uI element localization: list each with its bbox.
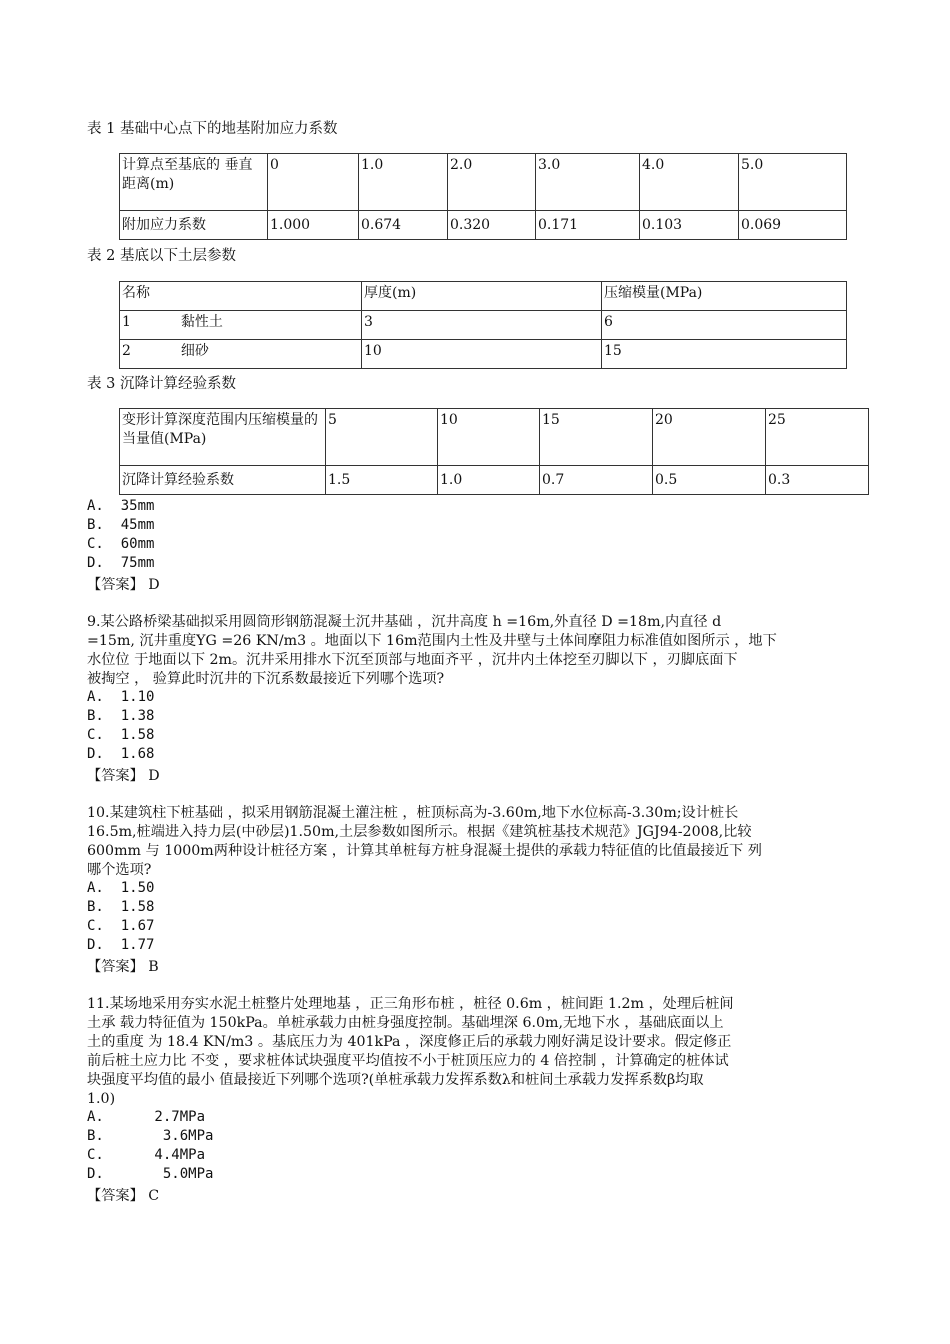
table1: [119, 153, 847, 240]
table1-row: [120, 154, 847, 211]
table2-name-cell: [120, 311, 362, 340]
table1-cell: 2.0: [448, 154, 536, 211]
table3-cell: 1.0: [438, 466, 540, 495]
table3-cell: 沉降计算经验系数: [120, 466, 326, 495]
table3-cell: 25: [766, 409, 869, 466]
table2-name: 细砂: [180, 343, 209, 359]
q10-option-d: D. 1.77: [87, 937, 155, 953]
q8-option-b: B. 45mm: [87, 517, 155, 533]
table2-name: 黏性土: [180, 314, 223, 330]
table1-caption: 表 1 基础中心点下的地基附加应力系数: [87, 121, 338, 137]
q10-answer: 【答案】 B: [87, 959, 159, 975]
table3-caption: 表 3 沉降计算经验系数: [87, 376, 236, 392]
q11-option-b: B. 3.6MPa: [87, 1128, 214, 1144]
table3-cell: 1.5: [326, 466, 438, 495]
table3-cell: 0.3: [766, 466, 869, 495]
table1-cell: 0.069: [739, 211, 847, 240]
q11-option-a: A. 2.7MPa: [87, 1109, 206, 1125]
q9-option-a: A. 1.10: [87, 689, 155, 705]
q11-text-line: 块强度平均值的最小 值最接近下列哪个选项?(单桩承载力发挥系数λ和桩间土承载力发挥系数β均取: [87, 1072, 704, 1088]
q11-option-c: C. 4.4MPa: [87, 1147, 206, 1163]
q10-option-b: B. 1.58: [87, 899, 155, 915]
table2-cell: 3: [362, 311, 602, 340]
table3-cell: 变形计算深度范围内压缩模量的当量值(MPa): [120, 409, 326, 466]
q11-text-line: 11.某场地采用夯实水泥土桩整片处理地基 ，正三角形布桩 ，桩径 0.6m ，桩间距 1.2m ，处理后桩间: [87, 996, 734, 1012]
table2-header-cell: 名称: [120, 282, 362, 311]
q11-answer: 【答案】 C: [87, 1188, 160, 1204]
q9-text-line: 水位位 于地面以下 2m。沉井采用排水下沉至顶部与地面齐平 ，沉井内土体挖至刃脚以下 ，刃脚底面下: [87, 652, 738, 668]
table1-cell: 0.320: [448, 211, 536, 240]
table1-cell: 附加应力系数: [120, 211, 268, 240]
table3-cell: 15: [540, 409, 653, 466]
table2-header-row: [120, 282, 847, 311]
table2-no: 1: [122, 314, 131, 330]
q10-text-line: 16.5m,桩端进入持力层(中砂层)1.50m,土层参数如图所示。根据《建筑桩基技术规范》JGJ94-2008,比较: [87, 824, 752, 840]
table1-cell: 计算点至基底的 垂直距离(m): [120, 154, 268, 211]
q11-option-d: D. 5.0MPa: [87, 1166, 214, 1182]
q11-text-line: 前后桩土应力比 不变 ，要求桩体试块强度平均值按不小于桩顶压应力的 4 倍控制 ，计算确定的桩体试: [87, 1053, 729, 1069]
q8-option-a: A. 35mm: [87, 498, 155, 514]
q8-answer: 【答案】 D: [87, 577, 160, 593]
q10-option-c: C. 1.67: [87, 918, 155, 934]
q10-option-a: A. 1.50: [87, 880, 155, 896]
table1-cell: 0.674: [359, 211, 448, 240]
q8-option-c: C. 60mm: [87, 536, 155, 552]
q10-text-line: 哪个选项?: [87, 862, 152, 878]
table2: [119, 281, 847, 369]
q9-text-line: =15m, 沉井重度YG =26 KN/m3 。地面以下 16m范围内土性及井壁与土体间摩阻力标准值如图所示 ，地下: [87, 633, 777, 649]
table3-cell: 10: [438, 409, 540, 466]
q9-text-line: 9.某公路桥梁基础拟采用圆筒形钢筋混凝土沉井基础 ，沉井高度 h =16m,外直径 D =18m,内直径 d: [87, 614, 722, 630]
table1-cell: 0.171: [536, 211, 640, 240]
q10-text-line: 600mm 与 1000m两种设计桩径方案 ，计算其单桩每方桩身混凝土提供的承载力特征值的比值最接近下 列: [87, 843, 762, 859]
table1-cell: 5.0: [739, 154, 847, 211]
q8-option-d: D. 75mm: [87, 555, 155, 571]
table3: [119, 408, 869, 495]
table3-row: [120, 409, 869, 466]
table2-cell: 10: [362, 340, 602, 369]
q11-text-line: 土的重度 为 18.4 KN/m3 。基底压力为 401kPa ，深度修正后的承载力刚好满足设计要求。假定修正: [87, 1034, 732, 1050]
table1-cell: 1.0: [359, 154, 448, 211]
table3-cell: 0.7: [540, 466, 653, 495]
q9-option-c: C. 1.58: [87, 727, 155, 743]
table1-cell: 0: [268, 154, 359, 211]
q10-text-line: 10.某建筑柱下桩基础 ，拟采用钢筋混凝土灌注桩 ，桩顶标高为-3.60m,地下水位标高-3.30m;设计桩长: [87, 805, 739, 821]
table2-header-cell: 压缩模量(MPa): [602, 282, 847, 311]
table1-cell: 4.0: [640, 154, 739, 211]
table3-cell: 0.5: [653, 466, 766, 495]
table2-row: [120, 340, 847, 369]
table1-cell: 1.000: [268, 211, 359, 240]
q11-text-line: 1.0): [87, 1091, 116, 1107]
table2-cell: 15: [602, 340, 847, 369]
table1-cell: 0.103: [640, 211, 739, 240]
table2-caption: 表 2 基底以下土层参数: [87, 248, 236, 264]
table3-row: [120, 466, 869, 495]
table2-header-cell: 厚度(m): [362, 282, 602, 311]
table2-row: [120, 311, 847, 340]
table2-cell: 6: [602, 311, 847, 340]
table1-cell: 3.0: [536, 154, 640, 211]
q11-text-line: 土承 载力特征值为 150kPa。单桩承载力由桩身强度控制。基础埋深 6.0m,无地下水 ，基础底面以上: [87, 1015, 724, 1031]
q9-option-d: D. 1.68: [87, 746, 155, 762]
table2-no: 2: [122, 343, 131, 359]
table3-cell: 20: [653, 409, 766, 466]
table1-row: [120, 211, 847, 240]
table3-cell: 5: [326, 409, 438, 466]
table2-name-cell: [120, 340, 362, 369]
q9-option-b: B. 1.38: [87, 708, 155, 724]
q9-text-line: 被掏空 ， 验算此时沉井的下沉系数最接近下列哪个选项?: [87, 671, 445, 687]
q9-answer: 【答案】 D: [87, 768, 160, 784]
